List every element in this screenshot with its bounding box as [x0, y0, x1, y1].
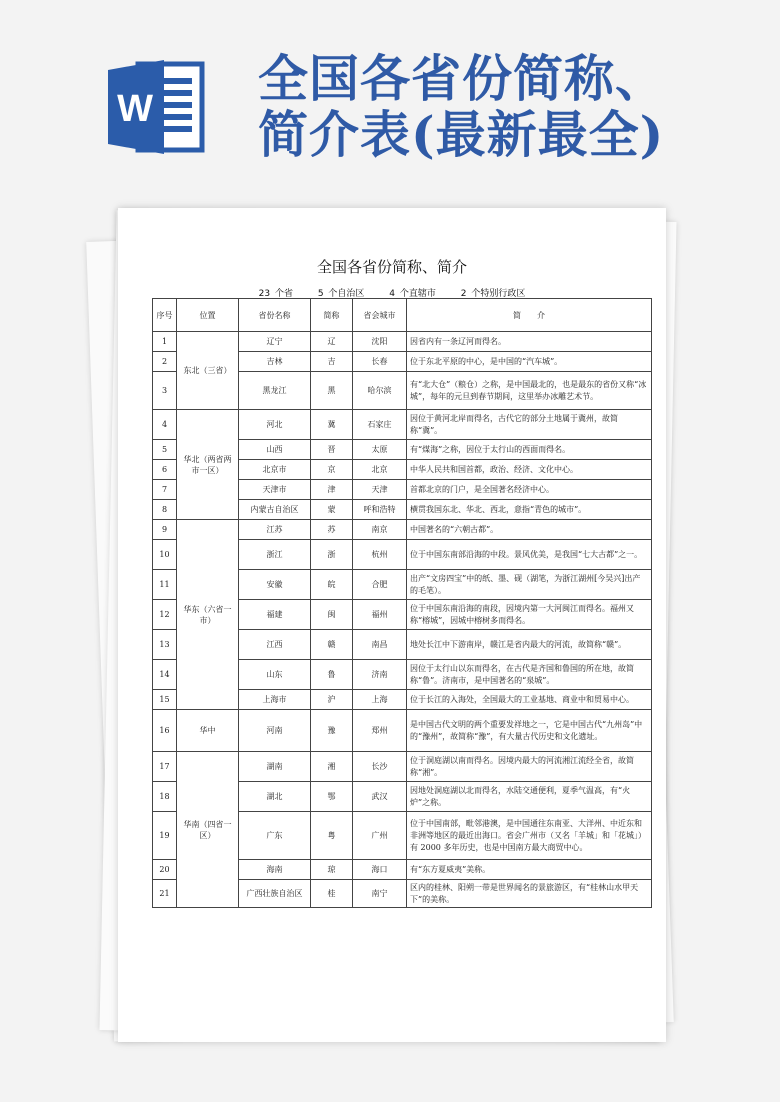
cell-index: 4 [153, 410, 177, 440]
header-name: 省份名称 [239, 299, 311, 332]
cell-index: 9 [153, 520, 177, 540]
cell-index: 14 [153, 660, 177, 690]
cell-capital: 杭州 [353, 540, 407, 570]
cell-index: 11 [153, 570, 177, 600]
header-intro: 简 介 [407, 299, 652, 332]
cell-intro: 位于中国东南部沿海的中段。景风优美，是我国“七大古都”之一。 [407, 540, 652, 570]
cell-capital: 福州 [353, 600, 407, 630]
summary-municipalities: 4 个直辖市 [389, 289, 436, 299]
cell-name: 湖北 [239, 782, 311, 812]
cell-capital: 海口 [353, 860, 407, 880]
table-row [153, 752, 652, 782]
cell-name: 黑龙江 [239, 372, 311, 410]
cell-name: 海南 [239, 860, 311, 880]
cell-name: 广东 [239, 812, 311, 860]
document-title: 全国各省份简称、简介 [316, 258, 467, 276]
cell-capital: 郑州 [353, 710, 407, 752]
cell-name: 福建 [239, 600, 311, 630]
cell-intro: 因地处洞庭湖以北而得名，水陆交通便利，夏季气温高，有“火炉”之称。 [407, 782, 652, 812]
cell-abbr: 鲁 [311, 660, 353, 690]
header-region: 位置 [177, 299, 239, 332]
cell-abbr: 蒙 [311, 500, 353, 520]
cell-capital: 南宁 [353, 880, 407, 908]
cell-intro: 地处长江中下游南岸，赣江是省内最大的河流，故简称“赣”。 [407, 630, 652, 660]
cell-region: 东北（三省） [177, 332, 239, 410]
cell-intro: 位于洞庭湖以南而得名。因境内最大的河流湘江流经全省，故简称“湘”。 [407, 752, 652, 782]
table-row [153, 410, 652, 440]
cell-intro: 中国著名的“六朝古都”。 [407, 520, 652, 540]
cell-name: 山西 [239, 440, 311, 460]
banner-title-line2: 简介表(最新最全) [258, 105, 665, 164]
cell-abbr: 沪 [311, 690, 353, 710]
cell-abbr: 黑 [311, 372, 353, 410]
cell-intro: 因位于太行山以东而得名，在古代是齐国和鲁国的所在地，故简称“鲁”。济南市，是中国著名的“泉城”。 [407, 660, 652, 690]
cell-intro: 区内的桂林、阳朔一带是世界闻名的景旅游区，有“桂林山水甲天下”的美称。 [407, 880, 652, 908]
cell-index: 13 [153, 630, 177, 660]
cell-capital: 济南 [353, 660, 407, 690]
cell-abbr: 京 [311, 460, 353, 480]
cell-abbr: 冀 [311, 410, 353, 440]
cell-index: 1 [153, 332, 177, 352]
cell-capital: 南昌 [353, 630, 407, 660]
cell-name: 内蒙古自治区 [239, 500, 311, 520]
cell-index: 3 [153, 372, 177, 410]
cell-name: 北京市 [239, 460, 311, 480]
cell-region: 华中 [177, 710, 239, 752]
cell-index: 6 [153, 460, 177, 480]
summary-autonomous-regions: 5 个自治区 [317, 289, 365, 299]
table-row [153, 710, 652, 752]
word-document-icon [108, 58, 208, 156]
cell-name: 河南 [239, 710, 311, 752]
table-row [153, 332, 652, 352]
cell-region: 华东（六省一市） [177, 520, 239, 710]
cell-capital: 长春 [353, 352, 407, 372]
cell-intro: 位于东北平原的中心，是中国的“汽车城”。 [407, 352, 652, 372]
cell-capital: 哈尔滨 [353, 372, 407, 410]
cell-capital: 上海 [353, 690, 407, 710]
province-table [152, 298, 652, 908]
summary-provinces: 23 个省 [258, 289, 293, 299]
cell-abbr: 苏 [311, 520, 353, 540]
cell-abbr: 湘 [311, 752, 353, 782]
cell-capital: 北京 [353, 460, 407, 480]
cell-capital: 长沙 [353, 752, 407, 782]
cell-intro: 横贯我国东北、华北、西北，意指“青色的城市”。 [407, 500, 652, 520]
cell-abbr: 晋 [311, 440, 353, 460]
cell-capital: 武汉 [353, 782, 407, 812]
cell-abbr: 鄂 [311, 782, 353, 812]
cell-index: 15 [153, 690, 177, 710]
cell-name: 山东 [239, 660, 311, 690]
document-page [118, 208, 666, 1042]
cell-name: 安徽 [239, 570, 311, 600]
cell-abbr: 赣 [311, 630, 353, 660]
cell-index: 10 [153, 540, 177, 570]
cell-intro: 有“东方夏威夷”美称。 [407, 860, 652, 880]
cell-capital: 南京 [353, 520, 407, 540]
cell-intro: 有“煤海”之称，因位于太行山的西面而得名。 [407, 440, 652, 460]
header-capital: 省会城市 [353, 299, 407, 332]
header-index: 序号 [153, 299, 177, 332]
cell-abbr: 粤 [311, 812, 353, 860]
cell-region: 华北（两省两市一区） [177, 410, 239, 520]
cell-intro: 首都北京的门户，是全国著名经济中心。 [407, 480, 652, 500]
cell-index: 2 [153, 352, 177, 372]
cell-intro: 位于长江的入海处，全国最大的工业基地、商业中和贸易中心。 [407, 690, 652, 710]
cell-capital: 广州 [353, 812, 407, 860]
cell-abbr: 琼 [311, 860, 353, 880]
cell-abbr: 桂 [311, 880, 353, 908]
cell-intro: 位于中国南部，毗邻港澳，是中国通往东南亚、大洋州、中近东和非洲等地区的最近出海口。省会广州市（又名「羊城」和「花城」）有 2000 多年历史，也是中国南方最大商贸中心。 [407, 812, 652, 860]
cell-region: 华南（四省一区） [177, 752, 239, 908]
cell-abbr: 津 [311, 480, 353, 500]
cell-name: 吉林 [239, 352, 311, 372]
cell-name: 河北 [239, 410, 311, 440]
cell-index: 20 [153, 860, 177, 880]
cell-capital: 太原 [353, 440, 407, 460]
cell-name: 江西 [239, 630, 311, 660]
cell-name: 江苏 [239, 520, 311, 540]
cell-index: 8 [153, 500, 177, 520]
cell-capital: 石家庄 [353, 410, 407, 440]
cell-index: 12 [153, 600, 177, 630]
header-abbr: 简称 [311, 299, 353, 332]
cell-abbr: 浙 [311, 540, 353, 570]
cell-index: 21 [153, 880, 177, 908]
cell-intro: 有“北大仓”（粮仓）之称，是中国最北的，也是最东的省份又称“冰城”，每年的元旦到春节期间，这里举办冰雕艺术节。 [407, 372, 652, 410]
cell-capital: 呼和浩特 [353, 500, 407, 520]
cell-abbr: 皖 [311, 570, 353, 600]
cell-intro: 中华人民共和国首都，政治、经济、文化中心。 [407, 460, 652, 480]
cell-name: 上海市 [239, 690, 311, 710]
cell-intro: 出产“文房四宝”中的纸、墨、砚（湖笔，为浙江湖州[今吴兴]出产的毛笔）。 [407, 570, 652, 600]
cell-name: 天津市 [239, 480, 311, 500]
cell-intro: 因省内有一条辽河而得名。 [407, 332, 652, 352]
cell-intro: 是中国古代文明的两个重要发祥地之一，它是中国古代“九州岛”中的“豫州”，故简称“豫”，有大量古代历史和文化遗址。 [407, 710, 652, 752]
cell-abbr: 闽 [311, 600, 353, 630]
cell-index: 16 [153, 710, 177, 752]
cell-intro: 位于中国东南沿海的南段，因境内第一大河闽江而得名。福州又称“榕城”，因城中榕树多而得名。 [407, 600, 652, 630]
cell-abbr: 吉 [311, 352, 353, 372]
cell-capital: 天津 [353, 480, 407, 500]
banner [0, 0, 780, 190]
cell-capital: 沈阳 [353, 332, 407, 352]
svg-text:W: W [117, 88, 153, 130]
cell-name: 浙江 [239, 540, 311, 570]
banner-title-line1: 全国各省份简称、 [258, 49, 666, 108]
cell-abbr: 辽 [311, 332, 353, 352]
cell-index: 17 [153, 752, 177, 782]
cell-name: 湖南 [239, 752, 311, 782]
table-header-row [153, 299, 652, 332]
cell-index: 18 [153, 782, 177, 812]
cell-abbr: 豫 [311, 710, 353, 752]
cell-intro: 因位于黄河北岸而得名，古代它的部分土地属于冀州，故简称“冀”。 [407, 410, 652, 440]
cell-name: 广西壮族自治区 [239, 880, 311, 908]
cell-index: 19 [153, 812, 177, 860]
table-row [153, 520, 652, 540]
summary-sars: 2 个特别行政区 [460, 289, 526, 299]
cell-index: 5 [153, 440, 177, 460]
cell-capital: 合肥 [353, 570, 407, 600]
cell-name: 辽宁 [239, 332, 311, 352]
cell-index: 7 [153, 480, 177, 500]
